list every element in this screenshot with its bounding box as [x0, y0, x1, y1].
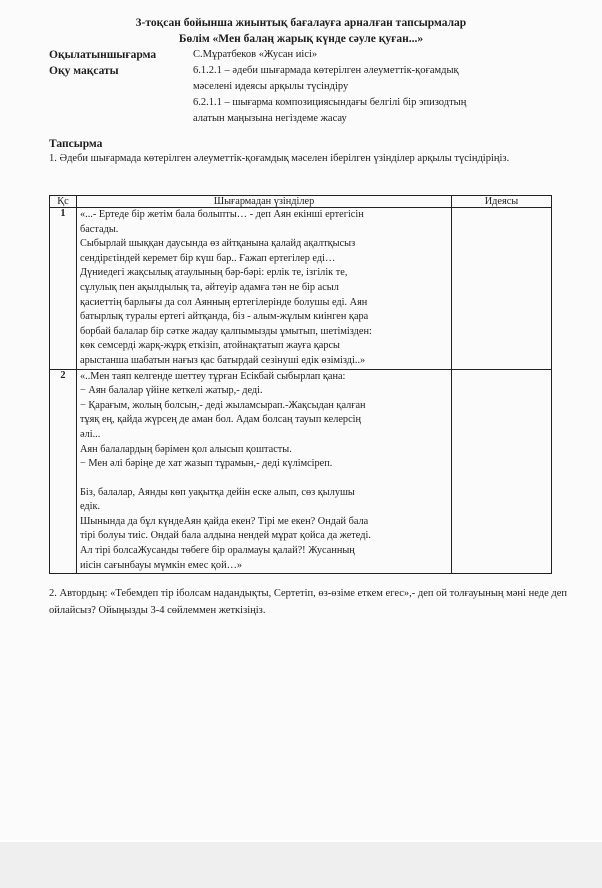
excerpt-line: арыстанша шабатын нағыз қас батырдай сезінуші едік өзімізді..» [80, 354, 366, 366]
excerpt-line: Шынында да бұл күндеАян қайда екен? Тірі ме екен? Ондай бала [80, 515, 369, 527]
task-2-text: 2. Автордың: «Тебемдеп тір іболсам надандықты, Сертетіп, өз-өзіме еткем егес»,- деп ой толғауының мәні неде деп ойлайсыз? Ойыңызды 3-4 сөйлеммен жеткізіңіз. [49, 588, 567, 616]
excerpt-line: Дүниедегі жақсылық атаулының бәр-бәрі: ерлік те, ізгілік те, [80, 267, 348, 279]
task-1-text: 1. Әдеби шығармада көтерілген әлеуметтік-қоғамдық мәселен іберілген үзінділер арқылы түсіндіріңіз. [49, 153, 510, 164]
goal-line: 6.2.1.1 – шығарма композициясындағы белгілі бір эпизодтың [193, 97, 467, 108]
excerpt-line: Ал тірі болсаЖусанды төбеге бір оралмауы қалай?! Жусанның [80, 545, 355, 557]
work-label: Оқылатыншығарма [49, 49, 157, 61]
excerpt-line: − Қарағым, жолың болсын,- деді жыламсырап.-Жақсыдан қалған [80, 399, 366, 411]
excerpt-line: сұлулық пен ақылдылық та, әйтеуір адамға тән не бір асыл [80, 281, 339, 293]
section-title: Бөлім «Мен балаң жарық күнде сәуле қуған...» [178, 33, 424, 45]
excerpt-line: − Аян балалар үйіне кеткелі жатыр,- деді. [80, 385, 263, 397]
excerpt-line: иісін сағынбауы мүмкін емес қой…» [80, 559, 243, 571]
table-header-row [50, 196, 552, 208]
excerpt-line: «..Мен таяп келгенде шеттеу тұрған Есікбай сыбырлап қана: [80, 370, 346, 382]
excerpt-line: қасиеттің барлығы да сол Аянның ертегілерінде болушы еді. Аян [80, 296, 368, 308]
goal-label: Оқу мақсаты [49, 65, 119, 77]
goal-line: 6.1.2.1 – әдеби шығармада көтерілген әлеуметтік-қоғамдық [193, 65, 459, 76]
goal-line: алатын маңызына негіздеме жасау [193, 113, 347, 124]
document-title: 3-тоқсан бойынша жиынтық бағалауға арналған тапсырмалар [135, 17, 467, 29]
goal-line: мәселені идеясы арқылы түсіндіру [193, 81, 349, 92]
col-header-idea: Идеясы [452, 196, 552, 208]
col-header-excerpts: Шығармадан үзінділер [77, 196, 452, 208]
excerpt-line: көк семсерді жарқ-жұрқ еткізіп, атойнақтатып жауға қарсы [80, 340, 340, 352]
screen-bottom-band [0, 842, 602, 888]
excerpt-line: борбай балалар бір сәтке жадау қалпымызды ұмытып, шетімізден: [80, 325, 372, 337]
goal-list [193, 63, 553, 127]
excerpt-line: Сыбырлай шыққан даусында өз айтқанына қалайд ақалтқысыз [80, 238, 356, 250]
table-row [50, 369, 552, 574]
col-header-number: Қс [50, 196, 77, 208]
excerpt-line: едік. [80, 501, 101, 513]
excerpt-line: бастады. [80, 223, 119, 235]
excerpt-line: әлі... [80, 428, 101, 440]
table-row [50, 208, 552, 370]
excerpt-table [49, 195, 552, 574]
excerpt-line: батырлық туралы ертегі айтқанда, біз - алым-жұлым киінген қара [80, 311, 369, 323]
work-value: С.Мұратбеков «Жусан иісі» [193, 49, 318, 60]
row-number: 2 [50, 369, 77, 574]
excerpt-line: Аян балалардың бәрімен қол алысып қоштасты. [80, 443, 292, 455]
excerpt-cell [77, 208, 452, 370]
excerpt-blank-line [80, 472, 448, 486]
idea-cell[interactable] [452, 369, 552, 574]
excerpt-cell [77, 369, 452, 574]
task-heading: Тапсырма [49, 138, 103, 150]
idea-cell[interactable] [452, 208, 552, 370]
row-number: 1 [50, 208, 77, 370]
excerpt-line: Біз, балалар, Аянды көп уақытқа дейін еске алып, сөз қылушы [80, 486, 355, 498]
excerpt-line: − Мен әлі бәріңе де хат жазып тұрамын,- деді күлімсіреп. [80, 458, 333, 470]
excerpt-line: «...- Ертеде бір жетім бала болыпты… - деп Аян екінші ертегісін [80, 209, 364, 220]
excerpt-line: тұяқ ең, қайда жүрсең де аман бол. Адам болсаң тауып келерсің [80, 414, 362, 426]
excerpt-line: тірі болуы тиіс. Ондай бала алдына нендей мұрат қойса да жетеді. [80, 530, 371, 542]
excerpt-line: сендірετіндей керемет бір күш бар.. Ғажап ертегілер еді… [80, 252, 336, 264]
